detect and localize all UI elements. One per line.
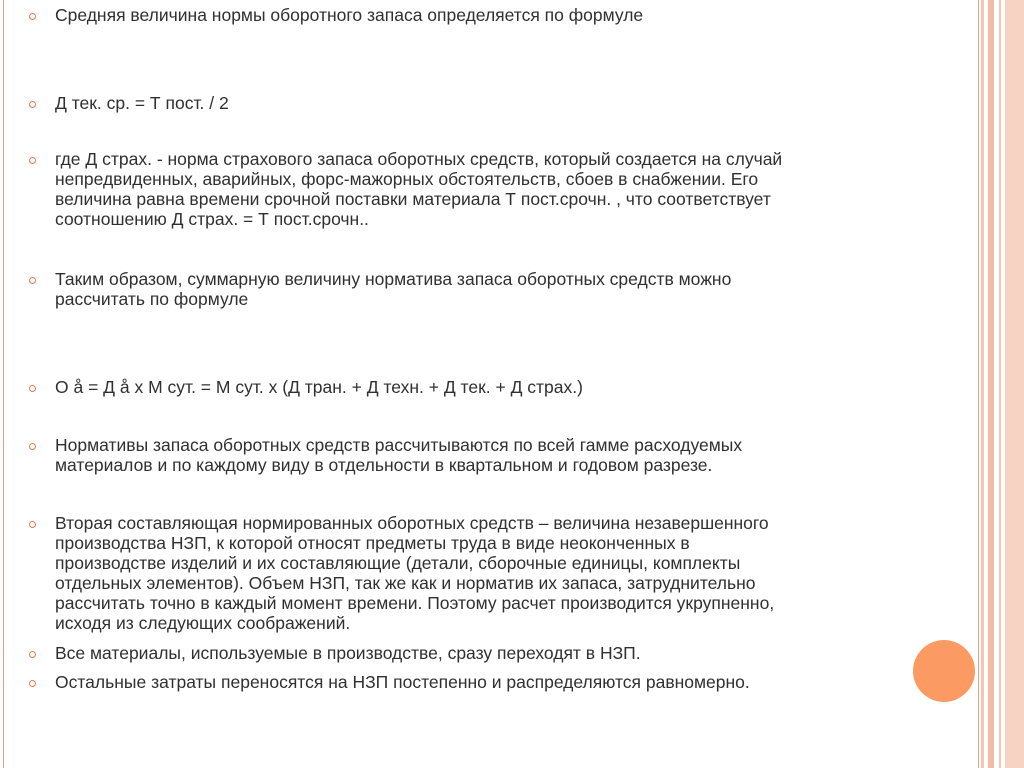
bullet-icon: [29, 13, 36, 20]
paragraph-norms-range: [32, 435, 932, 475]
paragraph-wip: [32, 513, 932, 633]
paragraph-other-costs: [32, 672, 932, 692]
text-line: Остальные затраты переносятся на НЗП постепенно и распределяются равномерно.: [55, 672, 750, 692]
text-line: Вторая составляющая нормированных оборотных средств – величина незавершенного: [55, 513, 769, 533]
decorative-stripe: [999, 0, 1001, 768]
bullet-icon: [29, 443, 36, 450]
paragraph-safety-stock: [32, 149, 932, 229]
paragraph-total-formula: [32, 377, 932, 397]
text-line: материалов и по каждому виду в отдельности в квартальном и годовом разрезе.: [55, 455, 713, 475]
bullet-icon: [29, 101, 36, 108]
bullet-icon: [29, 651, 36, 658]
text-line: Таким образом, суммарную величину норматива запаса оборотных средств можно: [55, 269, 732, 289]
bullet-icon: [29, 680, 36, 687]
text-line: величина равна времени срочной поставки материала Т пост.срочн. , что соответствует: [55, 189, 771, 209]
text-line: отдельных элементов). Объем НЗП, так же как и норматив их запаса, затруднительно: [55, 573, 756, 593]
text-line: Средняя величина нормы оборотного запаса определяется по формуле: [55, 5, 644, 25]
text-line: производстве изделий и их составляющие (детали, сборочные единицы, комплекты: [55, 553, 741, 573]
text-line: где Д страх. - норма страхового запаса оборотных средств, который создается на случай: [55, 149, 783, 169]
paragraph-formula-intro: [32, 5, 932, 25]
decorative-stripe: [988, 0, 994, 768]
bullet-icon: [29, 385, 36, 392]
text-line: рассчитать точно в каждый момент времени. Поэтому расчет производится укрупненно,: [55, 593, 775, 613]
paragraph-formula-current: [32, 93, 932, 113]
text-line: О å = Д å х М сут. = М сут. х (Д тран. + Д техн. + Д тек. + Д страх.): [55, 377, 583, 397]
text-line: производства НЗП, к которой относят предметы труда в виде неоконченных в: [55, 533, 690, 553]
paragraph-total-norm: [32, 269, 932, 309]
bullet-icon: [29, 157, 36, 164]
paragraph-materials: [32, 643, 932, 663]
text-line: соотношению Д страх. = Т пост.срочн..: [55, 209, 369, 229]
text-line: рассчитать по формуле: [55, 289, 249, 309]
bullet-icon: [29, 277, 36, 284]
bullet-icon: [29, 521, 36, 528]
text-line: Все материалы, используемые в производстве, сразу переходят в НЗП.: [55, 643, 641, 663]
text-line: непредвиденных, аварийных, форс-мажорных обстоятельств, сбоев в снабжении. Его: [55, 169, 759, 189]
text-line: Нормативы запаса оборотных средств рассчитываются по всей гамме расходуемых: [55, 435, 743, 455]
text-line: Д тек. ср. = Т пост. / 2: [55, 93, 229, 113]
decorative-stripe: [981, 0, 984, 768]
text-line: исходя из следующих соображений.: [55, 613, 351, 633]
decorative-stripe: [1005, 0, 1024, 768]
